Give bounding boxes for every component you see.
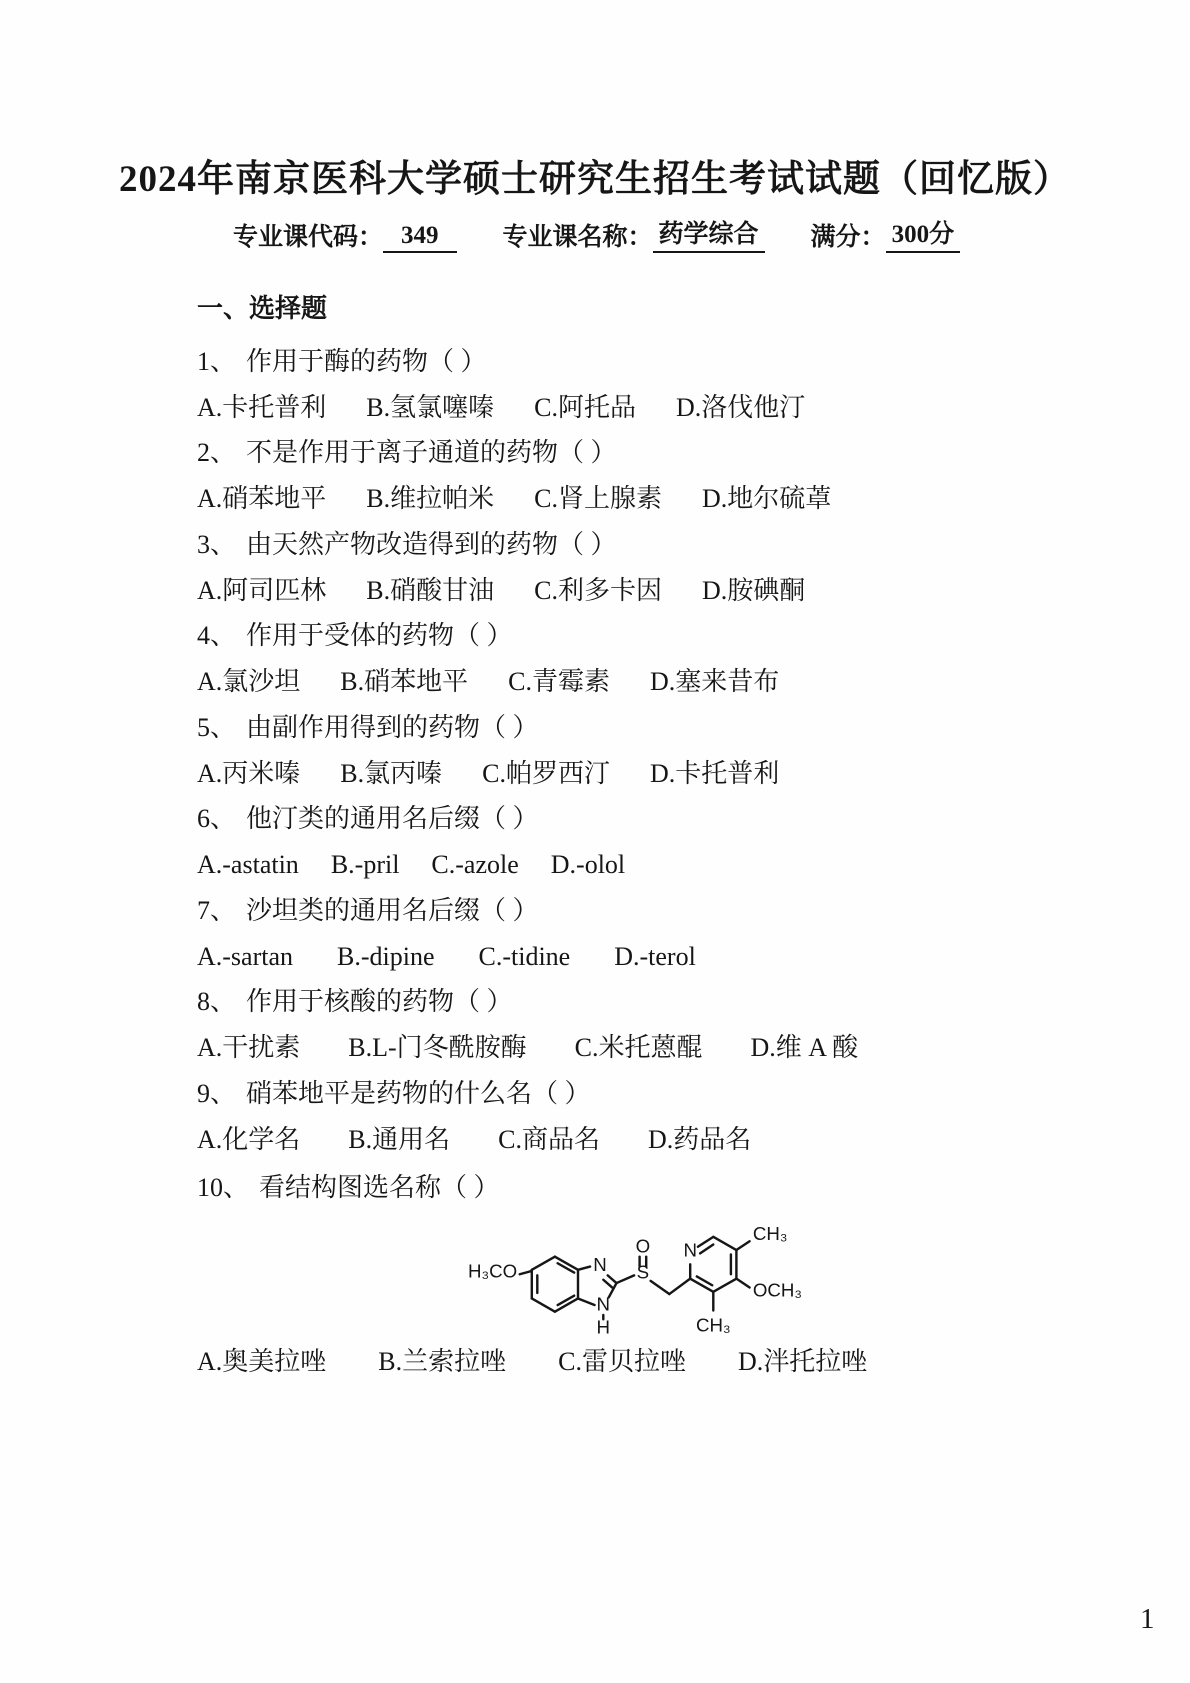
page-title: 2024年南京医科大学硕士研究生招生考试试题（回忆版）: [119, 159, 1071, 200]
option-d: D.卡托普利: [649, 759, 780, 788]
structure-label-pyridine-n: N: [683, 1239, 697, 1261]
question-text: 不是作用于离子通道的药物（ ）: [246, 438, 617, 467]
question-text: 作用于受体的药物（ ）: [246, 621, 513, 650]
option-b: B.硝苯地平: [340, 667, 469, 696]
options-row: [197, 1123, 751, 1157]
question-text: 他汀类的通用名后缀（ ）: [246, 804, 539, 833]
exam-meta-line: [233, 214, 960, 253]
option-d: D.洛伐他汀: [675, 393, 806, 422]
question-text: 由副作用得到的药物（ ）: [246, 713, 539, 742]
structure-label-methyl-top: CH₃: [752, 1223, 788, 1245]
option-d: D.泮托拉唑: [737, 1347, 868, 1376]
question-number: 7、: [197, 896, 237, 925]
omeprazole-structure-drawing: [446, 1208, 820, 1368]
page-number: 1: [1140, 1603, 1155, 1635]
question-text: 作用于酶的药物（ ）: [246, 347, 487, 376]
option-a: A.阿司匹林: [197, 576, 327, 605]
question-stem: [197, 345, 805, 379]
question-stem: [197, 1171, 500, 1205]
question-number: 5、: [197, 713, 237, 742]
question-9: [197, 1077, 751, 1157]
structure-label-imidazole-n-top: N: [593, 1253, 607, 1275]
question-2: [197, 436, 831, 516]
course-code-value: 349: [383, 222, 457, 253]
question-3: [197, 528, 805, 608]
structure-label-oxygen: O: [635, 1235, 651, 1257]
question-number: 6、: [197, 804, 237, 833]
option-a: A.卡托普利: [197, 393, 327, 422]
option-c: C.-tidine: [478, 942, 571, 971]
structure-label-methoxy-right: OCH₃: [752, 1279, 803, 1301]
option-b: B.维拉帕米: [366, 484, 495, 513]
option-a: A.奥美拉唑: [197, 1347, 327, 1376]
structure-label-methoxy-left: H₃CO: [468, 1260, 518, 1282]
question-5: [197, 711, 779, 791]
course-code-label: 专业课代码：: [233, 224, 384, 251]
question-text: 由天然产物改造得到的药物（ ）: [246, 530, 617, 559]
question-stem: [197, 528, 805, 562]
question-number: 9、: [197, 1079, 237, 1108]
question-text: 看结构图选名称（ ）: [259, 1173, 500, 1202]
options-row: [197, 940, 696, 974]
question-7: [197, 894, 696, 974]
option-a: A.干扰素: [197, 1033, 301, 1062]
option-b: B.L-门冬酰胺酶: [348, 1033, 527, 1062]
option-c: C.-azole: [431, 850, 519, 879]
question-number: 2、: [197, 438, 237, 467]
question-10: [197, 1171, 500, 1205]
option-a: A.硝苯地平: [197, 484, 327, 513]
question-stem: [197, 436, 831, 470]
option-a: A.丙米嗪: [197, 759, 301, 788]
options-row: [197, 757, 779, 791]
option-b: B.氯丙嗪: [340, 759, 443, 788]
question-number: 8、: [197, 987, 237, 1016]
question-number: 3、: [197, 530, 237, 559]
course-name-label: 专业课名称：: [502, 224, 653, 251]
option-d: D.地尔硫䓬: [701, 484, 832, 513]
option-c: C.商品名: [498, 1125, 600, 1154]
option-c: C.米托蒽醌: [574, 1033, 703, 1062]
option-c: C.青霉素: [508, 667, 610, 696]
option-c: C.肾上腺素: [534, 484, 662, 513]
options-row: [197, 665, 779, 699]
option-c: C.帕罗西汀: [482, 759, 610, 788]
option-b: B.硝酸甘油: [366, 576, 495, 605]
option-b: B.-dipine: [337, 942, 435, 971]
full-score-value: 300分: [886, 214, 961, 253]
option-b: B.氢氯噻嗪: [366, 393, 495, 422]
question-stem: [197, 985, 858, 1019]
structure-label-sulfur: S: [636, 1261, 650, 1283]
question-stem: [197, 619, 779, 653]
option-d: D.维 A 酸: [750, 1033, 859, 1062]
option-b: B.通用名: [348, 1125, 451, 1154]
question-text: 作用于核酸的药物（ ）: [246, 987, 513, 1016]
question-number: 1、: [197, 347, 237, 376]
course-name-value: 药学综合: [653, 214, 765, 253]
option-c: C.阿托品: [534, 393, 636, 422]
options-row: [197, 391, 805, 425]
option-b: B.-pril: [330, 850, 400, 879]
full-score: [811, 214, 961, 253]
option-a: A.-astatin: [197, 850, 299, 879]
structure-label-imidazole-n-bottom: N: [596, 1293, 611, 1315]
option-a: A.-sartan: [197, 942, 294, 971]
structure-label-imidazole-h: H: [596, 1316, 611, 1338]
option-a: A.化学名: [197, 1125, 301, 1154]
option-d: D.塞来昔布: [649, 667, 780, 696]
section-heading: 一、选择题: [197, 294, 328, 323]
options-row: [197, 848, 625, 882]
options-row: [197, 482, 831, 516]
option-c: C.雷贝拉唑: [558, 1347, 686, 1376]
options-row-question-10: [197, 1345, 867, 1379]
question-1: [197, 345, 805, 425]
question-stem: [197, 711, 779, 745]
option-d: D.胺碘酮: [701, 576, 806, 605]
option-b: B.兰索拉唑: [378, 1347, 507, 1376]
question-stem: [197, 894, 696, 928]
option-c: C.利多卡因: [534, 576, 662, 605]
course-name: [503, 214, 765, 253]
question-4: [197, 619, 779, 699]
option-d: D.-terol: [614, 942, 696, 971]
options-row: [197, 1031, 858, 1065]
question-number: 4、: [197, 621, 237, 650]
option-d: D.-olol: [550, 850, 626, 879]
question-number: 10、: [197, 1173, 250, 1202]
option-a: A.氯沙坦: [197, 667, 301, 696]
question-6: [197, 802, 625, 882]
question-8: [197, 985, 858, 1065]
question-text: 沙坦类的通用名后缀（ ）: [246, 896, 539, 925]
question-text: 硝苯地平是药物的什么名（ ）: [246, 1079, 591, 1108]
option-d: D.药品名: [647, 1125, 752, 1154]
options-row: [197, 574, 805, 608]
question-stem: [197, 1077, 751, 1111]
structure-label-methyl-bottom: CH₃: [695, 1314, 731, 1336]
course-code: [233, 217, 457, 253]
question-stem: [197, 802, 625, 836]
full-score-label: 满分：: [810, 224, 886, 251]
